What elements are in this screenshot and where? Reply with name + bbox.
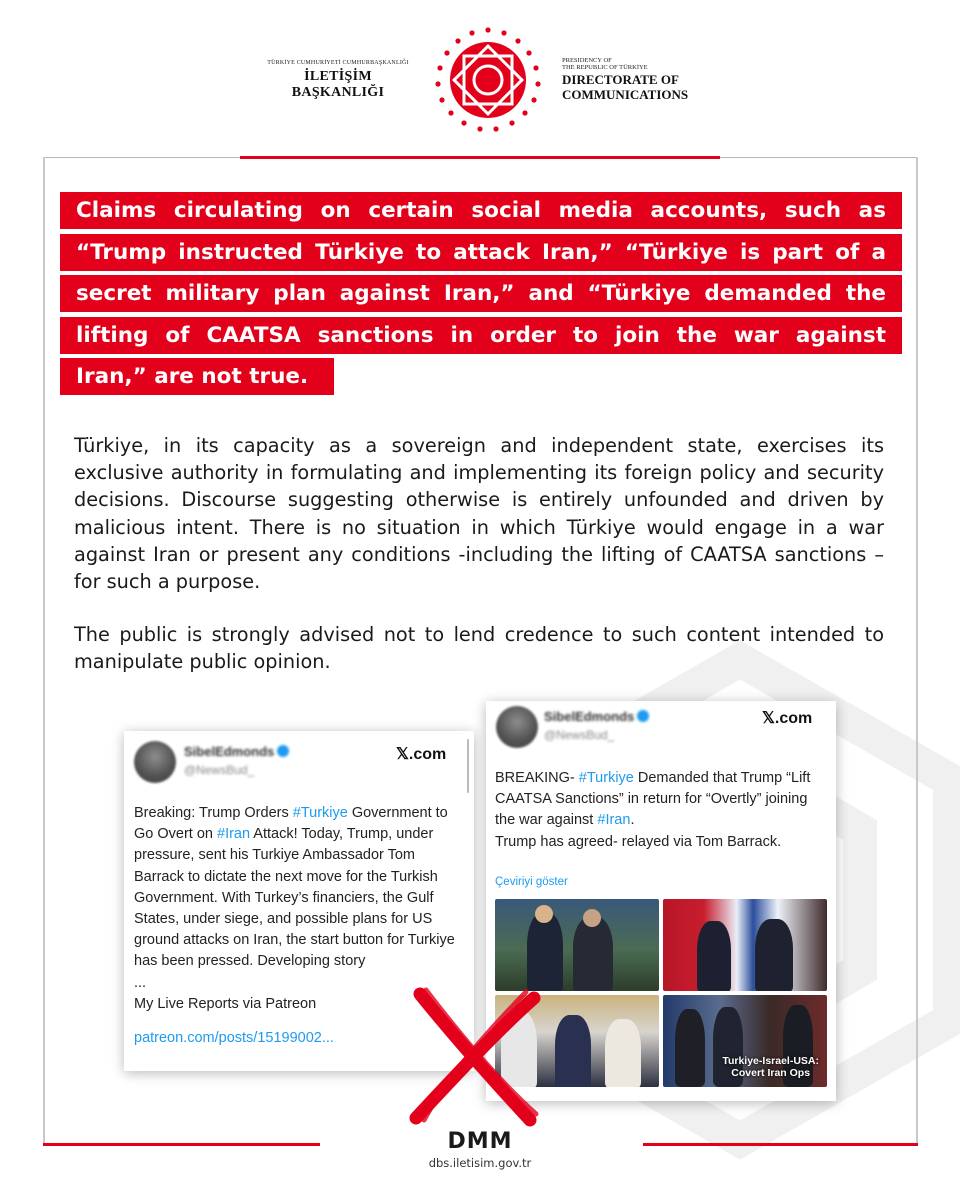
tweet-handle: @NewsBud_ [544, 728, 615, 742]
statement-paragraph-1: Türkiye, in its capacity as a sovereign and independent state, exercises its exclusive authority in formulating and implementing its foreign policy and security decisions. Discourse suggesting otherwise is entirely unfounded and driven by malicious intent. There is no situation in which Türkiye would engage in a war against Iran or present any conditions -including the lifting of CAATSA sanctions – for such a purpose. [74, 434, 884, 594]
tweet-text-span: Trump has agreed- relayed via Tom Barrack. [495, 833, 782, 850]
headline-line: “Trump instructed Türkiye to attack Iran,” “Türkiye is part of a [60, 234, 902, 271]
photo-caption-line-2: Covert Iran Ops [731, 1067, 811, 1079]
frame-bottom-right-red-line [643, 1143, 918, 1146]
tweet-text-span: Government to Go Overt on [134, 805, 448, 843]
frame-bottom-left-red-line [43, 1143, 320, 1146]
header-right-big-2: COMMUNICATIONS [562, 87, 689, 102]
footer-url[interactable]: dbs.iletisim.gov.tr [428, 1156, 532, 1170]
tweet-photo[interactable] [663, 995, 827, 1087]
crescent-star-seal-icon [434, 26, 542, 134]
header-left-big: İLETİŞİM BAŞKANLIĞI [291, 69, 385, 100]
photo-caption [722, 1055, 819, 1079]
frame-top-red-line [240, 156, 720, 159]
tweet-text [495, 768, 829, 853]
photo-caption-line-1: Turkiye-Israel-USA: [722, 1055, 819, 1067]
header-left-org-name [258, 60, 418, 101]
header [0, 20, 960, 140]
headline-line: Claims circulating on certain social media accounts, such as [60, 192, 902, 229]
avatar [134, 741, 176, 783]
header-left-small: TÜRKİYE CUMHURİYETİ CUMHURBAŞKANLIĞI [267, 60, 409, 66]
translate-link[interactable]: Çeviriyi göster [495, 876, 568, 888]
false-claim-x-icon [398, 980, 548, 1130]
frame-left-line [43, 157, 45, 1145]
tweet-text-span: My Live Reports via Patreon [134, 995, 317, 1012]
header-right-big-1: DIRECTORATE OF [562, 72, 679, 87]
verified-badge-icon [637, 710, 649, 722]
statement-paragraph-2: The public is strongly advised not to lend credence to such content intended to manipulate public opinion. [74, 623, 884, 674]
verified-badge-icon [277, 745, 289, 757]
x-logo-label: 𝕏.com [762, 710, 813, 727]
tweet-text-span: BREAKING- [495, 770, 579, 786]
tweet-photo[interactable] [495, 899, 659, 991]
patreon-link[interactable]: patreon.com/posts/15199002... [134, 1030, 334, 1047]
header-right-org-name [562, 57, 722, 101]
header-right-small-2: THE REPUBLIC OF TÜRKİYE [562, 64, 648, 71]
header-right-small-1: PRESIDENCY OF [562, 57, 612, 64]
frame-top-right-line [720, 157, 918, 158]
tweet-username [544, 709, 649, 724]
hashtag-link[interactable]: #Iran [597, 812, 631, 829]
tweet-username-text: SibelEdmonds [184, 744, 275, 759]
hashtag-link[interactable]: #Iran [217, 826, 251, 843]
tweet-username-text: SibelEdmonds [544, 709, 635, 724]
x-logo-label: 𝕏.com [396, 746, 447, 763]
avatar [496, 706, 538, 748]
tweet-photo[interactable] [663, 899, 827, 991]
tweet-handle: @NewsBud_ [184, 763, 255, 777]
hashtag-link[interactable]: #Turkiye [578, 770, 634, 786]
frame-top-left-line [43, 157, 240, 158]
tweet-text-span: Breaking: Trump Orders [134, 805, 293, 821]
headline-line: Iran,” are not true. [60, 358, 334, 395]
hashtag-link[interactable]: #Turkiye [292, 805, 348, 821]
scrollbar [467, 739, 469, 793]
tweet-text-span: . [630, 812, 635, 829]
statement-body [74, 432, 884, 702]
headline-line: secret military plan against Iran,” and “Türkiye demanded the [60, 275, 902, 312]
tweet-text-span: ... [134, 974, 147, 991]
frame-right-line [916, 157, 918, 1145]
tweet-text-span: Demanded that Trump “Lift CAATSA Sanctions” in return for “Overtly” joining the war against [495, 770, 811, 829]
dmm-logo: DMM [447, 1129, 513, 1154]
headline-block [60, 192, 902, 400]
headline-line: lifting of CAATSA sanctions in order to join the war against [60, 317, 902, 354]
tweet-text-span: Attack! Today, Trump, under pressure, sent his Turkiye Ambassador Tom Barrack to dictate the next move for the Turkish Government. With Turkey’s financiers, the Gulf States, under siege, and possible plans for US ground attacks on Iran, the start button for Turkiye has been pressed. Developing story [134, 826, 455, 970]
tweet-username [184, 744, 289, 759]
